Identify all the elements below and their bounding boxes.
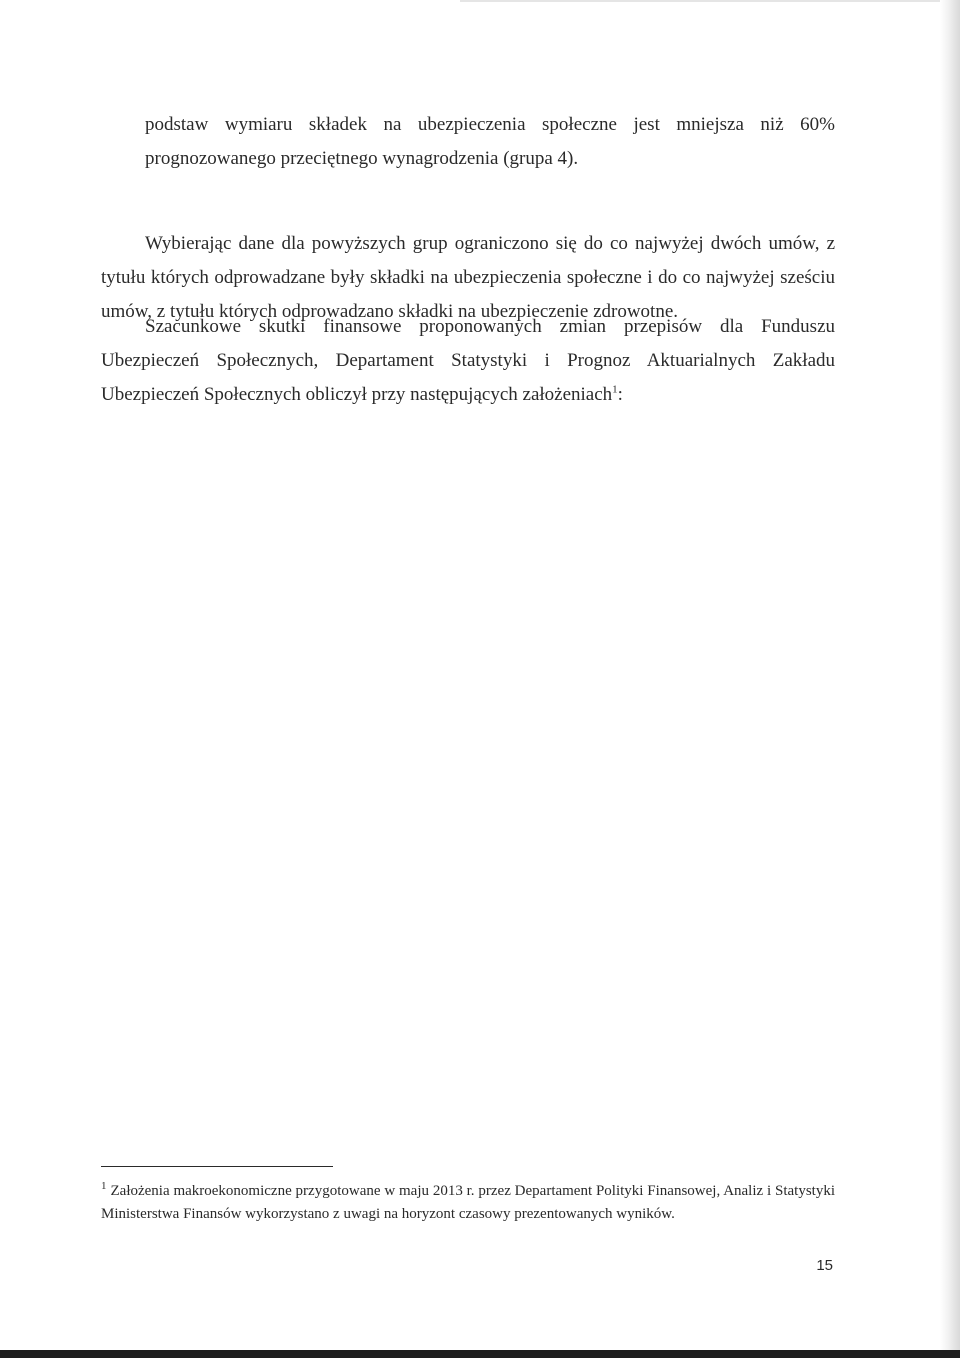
footnote-text: Założenia makroekonomiczne przygotowane w maju 2013 r. przez Departament Polityki Finansowej, Analiz i Statystyki Ministerstwa Finansów wykorzystano z uwagi na horyzont czasowy prezentowanych wyników. xyxy=(101,1183,835,1222)
paragraph-3 xyxy=(101,310,835,412)
scan-edge-right xyxy=(940,0,960,1358)
paragraph-continuation xyxy=(101,108,835,176)
paragraph-1-line-1: podstaw wymiaru składek na ubezpieczenia społeczne jest mniejsza niż 60% xyxy=(145,114,835,135)
footnote xyxy=(101,1180,835,1225)
paragraph-1-line-2: prognozowanego przeciętnego wynagrodzenia (grupa 4). xyxy=(145,148,579,169)
footnote-separator xyxy=(101,1166,333,1167)
footnote-reference: 1 xyxy=(612,383,618,396)
footnote-marker: 1 xyxy=(101,1180,107,1192)
page-number: 15 xyxy=(816,1257,833,1274)
paragraph-3-text: Szacunkowe skutki finansowe proponowanych zmian przepisów dla Funduszu Ubezpieczeń Społecznych, Departament Statystyki i Prognoz Aktuarialnych Zakładu Ubezpieczeń Społecznych obliczył przy następujących założeniach xyxy=(101,316,835,405)
paragraph-2: Wybierając dane dla powyższych grup ograniczono się do co najwyżej dwóch umów, z tytułu których odprowadzane były składki na ubezpieczenia społeczne i do co najwyżej sześciu umów, z tytułu których odprowadzano składki na ubezpieczenie zdrowotne. xyxy=(101,233,835,322)
paragraph-3-colon: : xyxy=(617,384,623,405)
scan-edge-bottom xyxy=(0,1350,960,1358)
scan-edge-top xyxy=(460,0,960,2)
